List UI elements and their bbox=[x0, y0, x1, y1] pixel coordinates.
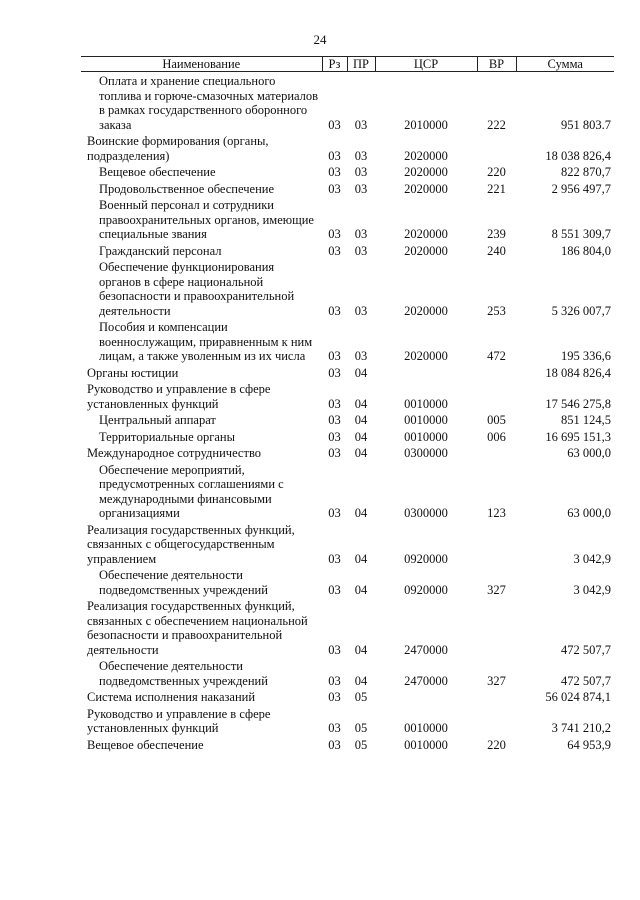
row-name: Продовольственное обеспечение bbox=[99, 181, 274, 196]
row-vr: 222 bbox=[487, 117, 506, 132]
table-row bbox=[81, 380, 614, 411]
row-sum: 951 803.7 bbox=[561, 117, 611, 132]
row-name: Воинские формирования (органы, подразделения) bbox=[87, 134, 269, 163]
row-vr: 006 bbox=[487, 429, 506, 444]
table-header-row bbox=[81, 57, 614, 72]
row-rz: 03 bbox=[328, 117, 341, 132]
row-vr bbox=[477, 597, 516, 657]
row-name: Вещевое обеспечение bbox=[87, 737, 204, 752]
table-row bbox=[81, 597, 614, 657]
table-row bbox=[81, 163, 614, 180]
table-row bbox=[81, 318, 614, 364]
table-row bbox=[81, 461, 614, 521]
row-sum: 63 000,0 bbox=[567, 506, 611, 520]
header-csr: ЦСР bbox=[375, 57, 477, 72]
row-name: Органы юстиции bbox=[87, 365, 179, 380]
row-pr: 04 bbox=[354, 506, 368, 520]
row-sum: 18 084 826,4 bbox=[545, 365, 611, 380]
row-sum: 5 326 007,7 bbox=[551, 303, 611, 318]
row-rz: 03 bbox=[328, 181, 341, 196]
row-rz: 03 bbox=[328, 349, 341, 363]
row-vr bbox=[477, 364, 516, 381]
row-name: Пособия и компенсации военнослужащим, приравненным к ним лицам, а также уволенным из их числа bbox=[99, 320, 313, 363]
row-vr: 239 bbox=[487, 227, 506, 241]
row-name: Территориальные органы bbox=[99, 429, 236, 444]
budget-table bbox=[81, 56, 614, 752]
row-vr bbox=[477, 132, 516, 163]
row-sum: 3 741 210,2 bbox=[551, 721, 611, 735]
row-csr: 0920000 bbox=[404, 582, 448, 597]
row-csr: 0010000 bbox=[404, 737, 448, 752]
row-pr: 04 bbox=[354, 365, 368, 380]
row-pr: 05 bbox=[354, 690, 368, 704]
row-vr bbox=[477, 380, 516, 411]
row-rz: 03 bbox=[328, 413, 341, 427]
row-name: Центральный аппарат bbox=[99, 413, 216, 427]
row-vr bbox=[477, 521, 516, 567]
header-name: Наименование bbox=[81, 57, 322, 72]
row-sum: 3 042,9 bbox=[573, 582, 611, 597]
row-name: Система исполнения наказаний bbox=[87, 690, 256, 704]
row-rz: 03 bbox=[328, 642, 341, 657]
row-name: Международное сотрудничество bbox=[87, 446, 262, 460]
row-sum: 17 546 275,8 bbox=[545, 396, 611, 411]
row-name: Обеспечение деятельности подведомственных учреждений bbox=[99, 659, 268, 688]
row-pr: 03 bbox=[354, 349, 368, 363]
row-sum: 63 000,0 bbox=[567, 446, 611, 460]
header-pr: ПР bbox=[347, 57, 375, 72]
row-csr: 2470000 bbox=[404, 673, 448, 688]
row-rz: 03 bbox=[328, 582, 341, 597]
row-name: Гражданский персонал bbox=[99, 243, 222, 258]
row-sum: 186 804,0 bbox=[561, 243, 611, 258]
row-pr: 03 bbox=[354, 165, 368, 179]
row-rz: 03 bbox=[328, 303, 341, 318]
row-sum: 195 336,6 bbox=[561, 349, 611, 363]
row-pr: 04 bbox=[354, 446, 368, 460]
row-rz: 03 bbox=[328, 365, 341, 380]
row-sum: 8 551 309,7 bbox=[551, 227, 611, 241]
row-rz: 03 bbox=[328, 690, 341, 704]
row-rz: 03 bbox=[328, 446, 341, 460]
table-row bbox=[81, 705, 614, 736]
row-vr: 005 bbox=[487, 413, 506, 427]
row-pr: 03 bbox=[354, 181, 368, 196]
row-csr bbox=[375, 364, 477, 381]
row-rz: 03 bbox=[328, 227, 341, 241]
row-name: Руководство и управление в сфере установленных функций bbox=[87, 706, 271, 735]
row-vr: 220 bbox=[487, 165, 506, 179]
row-csr: 2470000 bbox=[404, 642, 448, 657]
row-sum: 2 956 497,7 bbox=[551, 181, 611, 196]
row-pr: 04 bbox=[354, 396, 368, 411]
row-vr bbox=[477, 444, 516, 461]
row-vr: 220 bbox=[487, 737, 506, 752]
row-csr: 0010000 bbox=[404, 413, 448, 427]
row-sum: 472 507,7 bbox=[561, 673, 611, 688]
row-rz: 03 bbox=[328, 396, 341, 411]
row-csr: 2020000 bbox=[404, 243, 448, 258]
table-row bbox=[81, 657, 614, 688]
row-sum: 851 124,5 bbox=[561, 413, 611, 427]
row-vr bbox=[477, 705, 516, 736]
row-sum: 472 507,7 bbox=[561, 642, 611, 657]
row-sum: 56 024 874,1 bbox=[545, 690, 611, 704]
row-pr: 04 bbox=[354, 673, 368, 688]
row-csr: 2010000 bbox=[404, 117, 448, 132]
row-rz: 03 bbox=[328, 673, 341, 688]
row-csr: 0010000 bbox=[404, 721, 448, 735]
row-csr bbox=[375, 688, 477, 705]
table-row bbox=[81, 428, 614, 445]
row-vr: 253 bbox=[487, 303, 506, 318]
row-vr: 123 bbox=[487, 506, 506, 520]
page-number: 24 bbox=[313, 32, 327, 47]
row-rz: 03 bbox=[328, 551, 341, 566]
row-sum: 64 953,9 bbox=[567, 737, 611, 752]
row-csr: 2020000 bbox=[404, 148, 448, 163]
row-rz: 03 bbox=[328, 429, 341, 444]
table-row bbox=[81, 196, 614, 242]
row-csr: 0010000 bbox=[404, 396, 448, 411]
row-vr: 327 bbox=[487, 582, 506, 597]
row-csr: 2020000 bbox=[404, 349, 448, 363]
table-row bbox=[81, 364, 614, 381]
row-name: Вещевое обеспечение bbox=[99, 165, 216, 179]
row-rz: 03 bbox=[328, 737, 341, 752]
row-pr: 03 bbox=[354, 243, 368, 258]
table-row bbox=[81, 688, 614, 705]
row-name: Обеспечение мероприятий, предусмотренных соглашениями с международными финансовыми организациями bbox=[99, 462, 284, 520]
row-name: Реализация государственных функций, связанных с общегосударственным управлением bbox=[87, 522, 295, 566]
header-vr: ВР bbox=[477, 57, 516, 72]
header-rz: Рз bbox=[322, 57, 347, 72]
row-rz: 03 bbox=[328, 721, 341, 735]
row-name: Оплата и хранение специального топлива и горюче-смазочных материалов в рамках государственного оборонного заказа bbox=[99, 74, 319, 132]
row-csr: 0300000 bbox=[404, 506, 448, 520]
row-name: Военный персонал и сотрудники правоохранительных органов, имеющие специальные звания bbox=[99, 198, 314, 241]
table-row bbox=[81, 72, 614, 133]
table-row bbox=[81, 736, 614, 753]
table-row bbox=[81, 132, 614, 163]
table-row bbox=[81, 521, 614, 567]
table-row bbox=[81, 258, 614, 318]
row-rz: 03 bbox=[328, 243, 341, 258]
table-row bbox=[81, 180, 614, 197]
header-sum: Сумма bbox=[516, 57, 614, 72]
row-pr: 04 bbox=[354, 429, 368, 444]
row-rz: 03 bbox=[328, 148, 341, 163]
row-sum: 16 695 151,3 bbox=[545, 429, 611, 444]
row-name: Обеспечение функционирования органов в сфере национальной безопасности и правоохранительной деятельности bbox=[99, 260, 295, 318]
row-sum: 18 038 826,4 bbox=[545, 148, 611, 163]
row-pr: 03 bbox=[354, 117, 368, 132]
row-csr: 2020000 bbox=[404, 303, 448, 318]
row-pr: 03 bbox=[354, 148, 368, 163]
row-vr: 240 bbox=[487, 243, 506, 258]
row-pr: 03 bbox=[354, 227, 368, 241]
table-row bbox=[81, 411, 614, 428]
table-row bbox=[81, 242, 614, 259]
row-rz: 03 bbox=[328, 165, 341, 179]
row-pr: 04 bbox=[354, 642, 368, 657]
row-pr: 04 bbox=[354, 413, 368, 427]
row-sum: 822 870,7 bbox=[561, 165, 611, 179]
row-vr bbox=[477, 688, 516, 705]
row-csr: 2020000 bbox=[404, 165, 448, 179]
row-pr: 05 bbox=[354, 737, 368, 752]
row-vr: 221 bbox=[487, 181, 506, 196]
table-row bbox=[81, 444, 614, 461]
row-rz: 03 bbox=[328, 506, 341, 520]
row-csr: 2020000 bbox=[404, 181, 448, 196]
row-csr: 0300000 bbox=[404, 446, 448, 460]
row-name: Реализация государственных функций, связанных с обеспечением национальной безопасности и правоохранительной деятельности bbox=[87, 599, 308, 657]
row-pr: 04 bbox=[354, 551, 368, 566]
row-csr: 0010000 bbox=[404, 429, 448, 444]
row-name: Руководство и управление в сфере установленных функций bbox=[87, 382, 271, 411]
row-pr: 04 bbox=[354, 582, 368, 597]
row-csr: 2020000 bbox=[404, 227, 448, 241]
row-name: Обеспечение деятельности подведомственных учреждений bbox=[99, 568, 268, 597]
row-vr: 472 bbox=[487, 349, 506, 363]
table-row bbox=[81, 566, 614, 597]
row-sum: 3 042,9 bbox=[573, 551, 611, 566]
row-csr: 0920000 bbox=[404, 551, 448, 566]
row-vr: 327 bbox=[487, 673, 506, 688]
row-pr: 03 bbox=[354, 303, 368, 318]
row-pr: 05 bbox=[354, 721, 368, 735]
